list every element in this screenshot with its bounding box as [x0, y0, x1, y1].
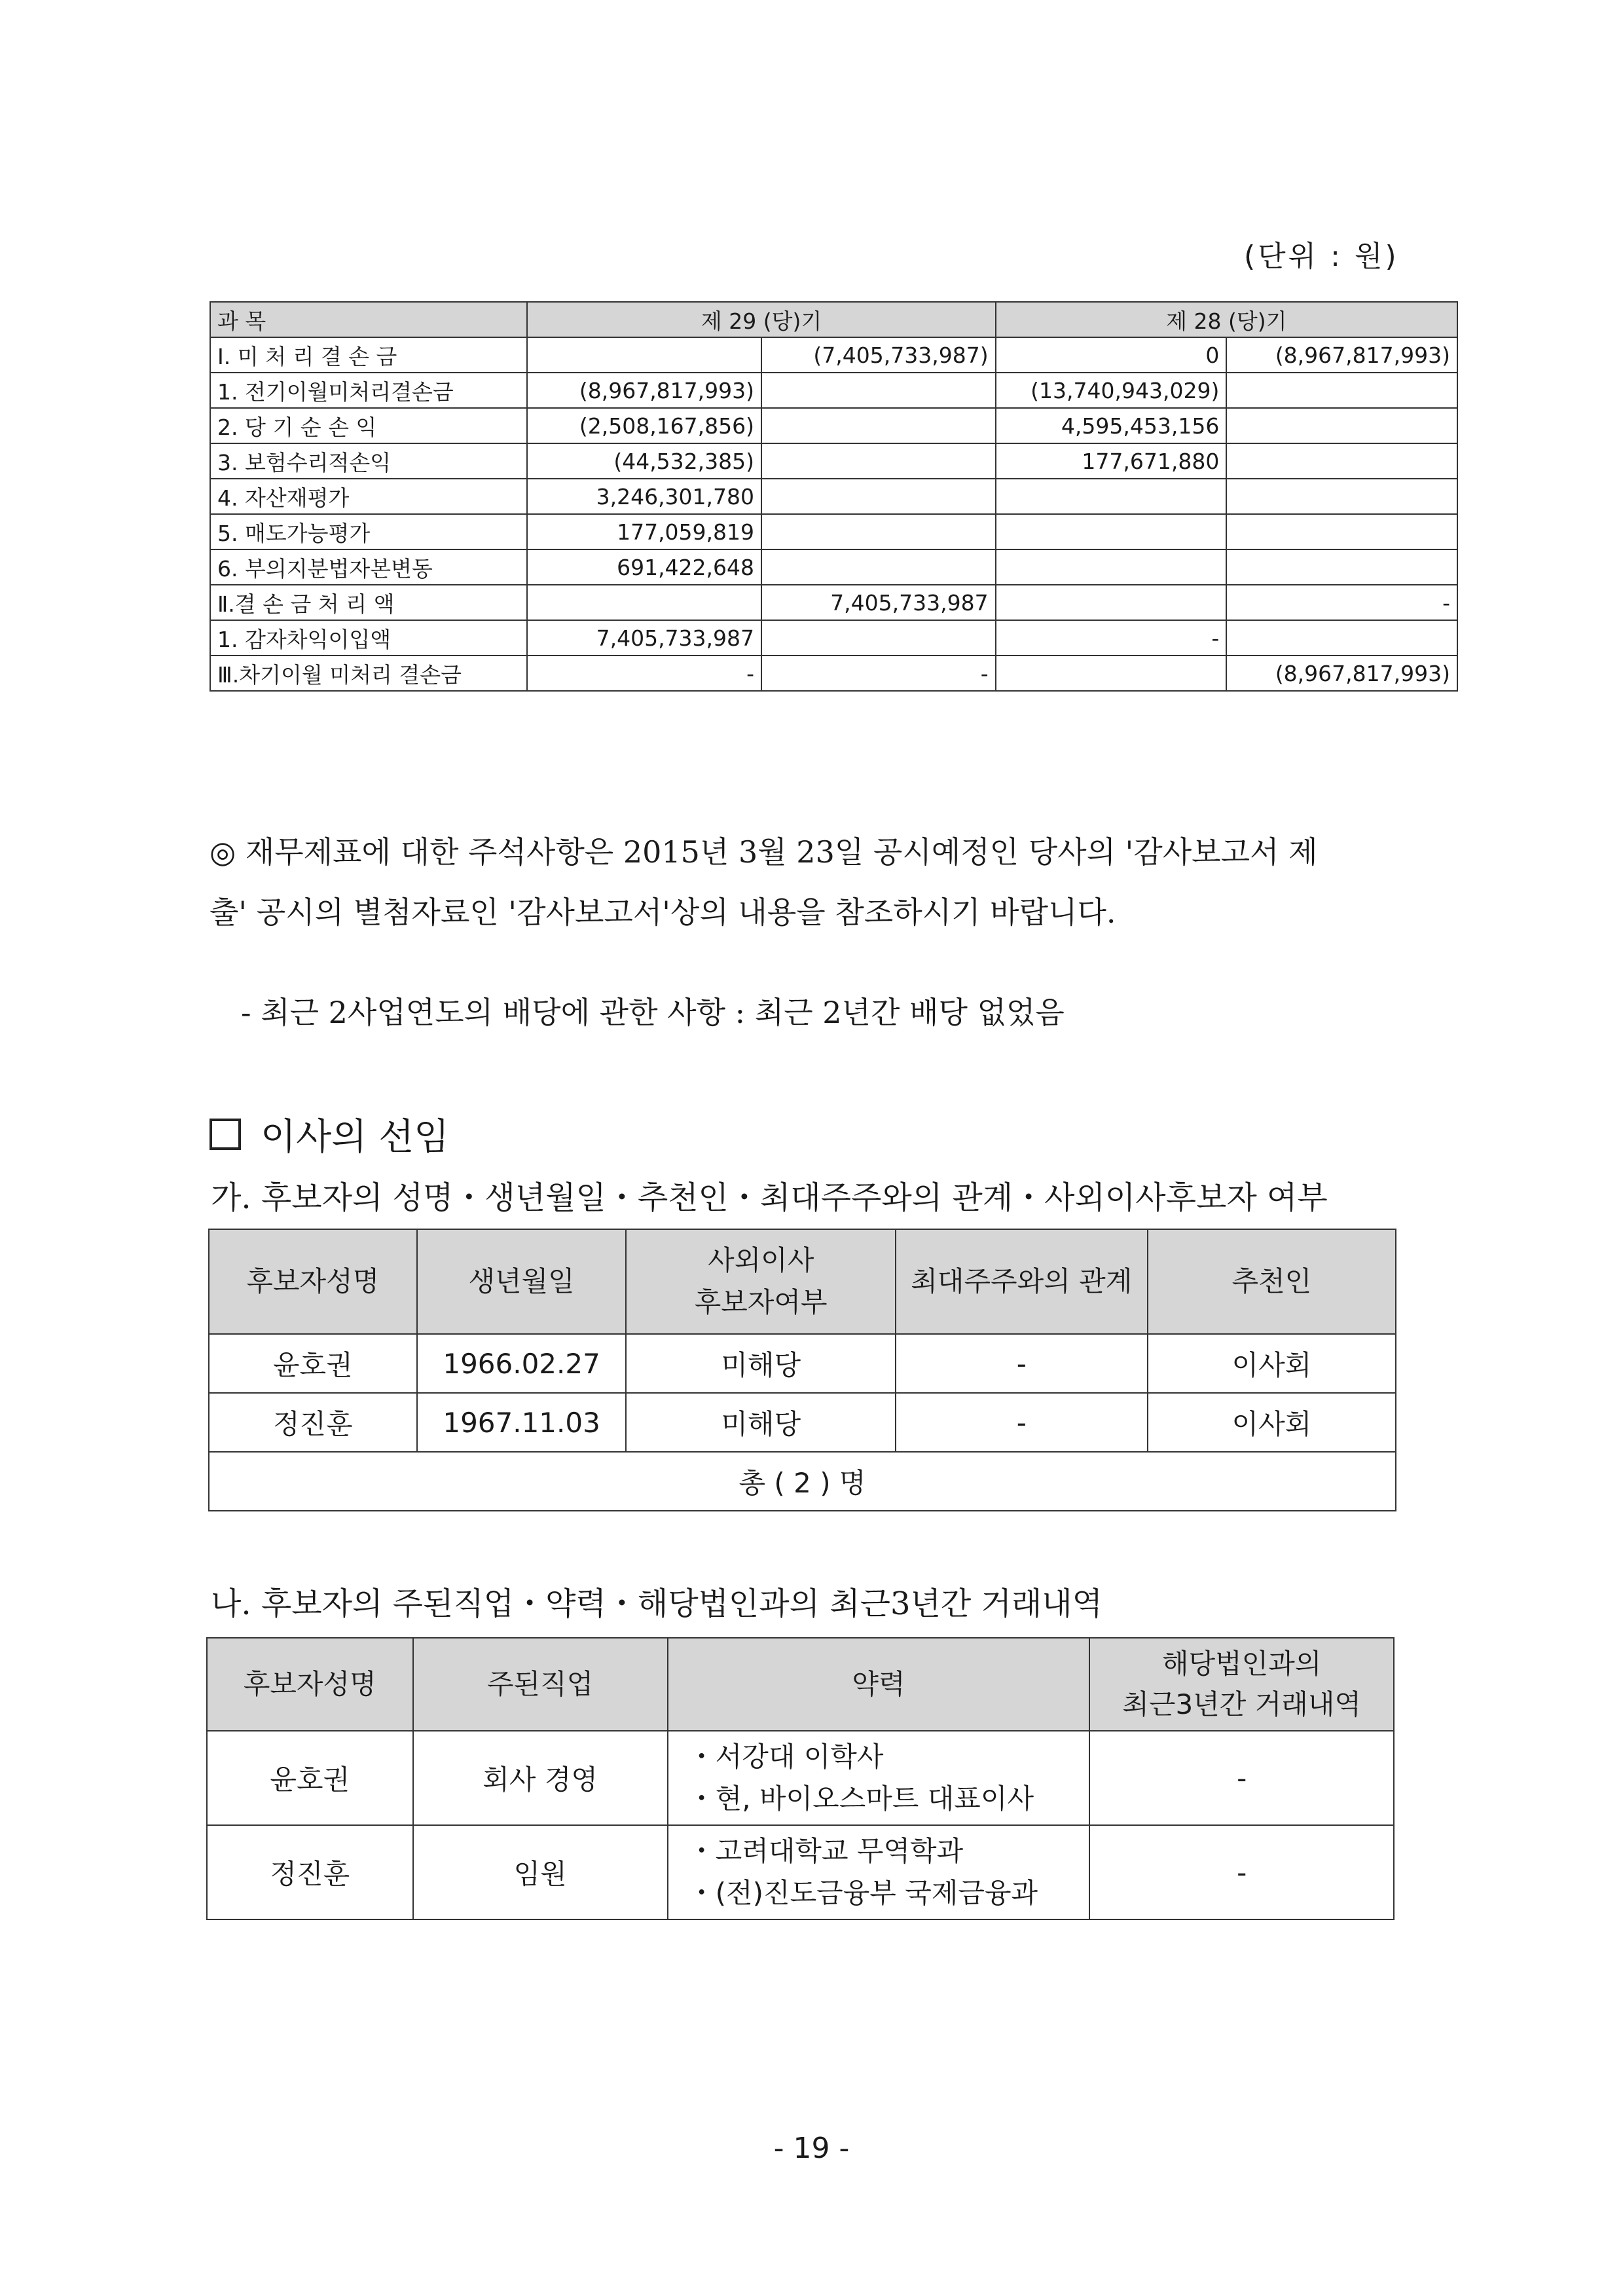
checkbox-square-icon: [210, 1119, 241, 1150]
section-title: 이사의 선임: [261, 1116, 450, 1158]
dividend-note: - 최근 2사업연도의 배당에 관한 사항 : 최근 2년간 배당 없었음: [241, 995, 1065, 1030]
total-row: [209, 1452, 1396, 1511]
career-item: ・(전)진도금융부 국제금융과: [687, 1877, 1038, 1909]
amount-cell: [527, 585, 761, 620]
career-item: ・서강대 이학사: [687, 1741, 884, 1773]
table-row: [209, 1393, 1396, 1452]
amount-cell: 4,595,453,156: [996, 408, 1227, 443]
subheading-b: 나. 후보자의 주된직업・약력・해당법인과의 최근3년간 거래내역: [211, 1585, 1103, 1622]
amount-cell: -: [996, 620, 1227, 656]
header-account: 과 목: [210, 302, 527, 337]
header-recommender: 추천인: [1148, 1229, 1396, 1334]
career-table: [206, 1637, 1395, 1920]
subheading-a: 가. 후보자의 성명・생년월일・추천인・최대주주와의 관계・사외이사후보자 여부: [211, 1179, 1328, 1216]
candidate-birthdate: 1966.02.27: [417, 1334, 627, 1393]
table-row: [210, 549, 1457, 585]
amount-cell: (2,508,167,856): [527, 408, 761, 443]
candidate-name: 정진훈: [209, 1393, 417, 1452]
candidate-transactions: -: [1089, 1731, 1394, 1825]
candidate-recommender: 이사회: [1148, 1393, 1396, 1452]
candidate-name: 정진훈: [207, 1825, 413, 1919]
candidate-name: 윤호권: [209, 1334, 417, 1393]
table-row: [209, 1334, 1396, 1393]
section-heading: [210, 1108, 449, 1160]
amount-cell: [1226, 443, 1457, 479]
financial-header-row: [210, 302, 1457, 337]
amount-cell: 691,422,648: [527, 549, 761, 585]
amount-cell: -: [1226, 585, 1457, 620]
amount-cell: [761, 514, 996, 549]
table-row: [210, 656, 1457, 691]
header-outside-director-line2: 후보자여부: [694, 1286, 828, 1318]
career-item: ・현, 바이오스마트 대표이사: [687, 1783, 1034, 1815]
financial-table: [210, 301, 1458, 692]
candidate-career: [668, 1731, 1090, 1825]
header-transactions: [1089, 1638, 1394, 1731]
account-label: 1. 전기이월미처리결손금: [210, 373, 527, 408]
amount-cell: (8,967,817,993): [1226, 656, 1457, 691]
footnote-line-1: ◎ 재무제표에 대한 주석사항은 2015년 3월 23일 공시예정인 당사의 '감사보고서 제: [210, 834, 1318, 870]
candidate-job: 임원: [413, 1825, 668, 1919]
amount-cell: [761, 620, 996, 656]
account-label: 5. 매도가능평가: [210, 514, 527, 549]
header-career: 약력: [668, 1638, 1090, 1731]
account-label: 3. 보험수리적손익: [210, 443, 527, 479]
financial-body: [210, 337, 1457, 691]
account-label: Ⅲ.차기이월 미처리 결손금: [210, 656, 527, 691]
amount-cell: 177,059,819: [527, 514, 761, 549]
amount-cell: [761, 443, 996, 479]
candidate-name: 윤호권: [207, 1731, 413, 1825]
page-number: - 19 -: [773, 2132, 850, 2165]
amount-cell: [1226, 373, 1457, 408]
candidate-transactions: -: [1089, 1825, 1394, 1919]
candidate-birthdate: 1967.11.03: [417, 1393, 627, 1452]
table-row: [210, 408, 1457, 443]
candidate-outside-status: 미해당: [626, 1393, 895, 1452]
table-row: [210, 479, 1457, 514]
candidate-relation: -: [896, 1393, 1148, 1452]
header-outside-director: [626, 1229, 895, 1334]
career-item: ・고려대학교 무역학과: [687, 1835, 964, 1867]
amount-cell: (8,967,817,993): [1226, 337, 1457, 373]
header-relation: 최대주주와의 관계: [896, 1229, 1148, 1334]
unit-label: (단위 : 원): [1244, 240, 1399, 273]
amount-cell: (44,532,385): [527, 443, 761, 479]
amount-cell: [761, 408, 996, 443]
table-row: [207, 1825, 1394, 1919]
amount-cell: [1226, 479, 1457, 514]
account-label: 6. 부의지분법자본변동: [210, 549, 527, 585]
header-period-28: 제 28 (당)기: [996, 302, 1457, 337]
career-header-row: [207, 1638, 1394, 1731]
account-label: 4. 자산재평가: [210, 479, 527, 514]
amount-cell: 7,405,733,987: [527, 620, 761, 656]
amount-cell: [761, 373, 996, 408]
table-row: [210, 620, 1457, 656]
header-transactions-line1: 해당법인과의: [1161, 1648, 1322, 1680]
amount-cell: [996, 514, 1227, 549]
amount-cell: -: [761, 656, 996, 691]
amount-cell: [996, 656, 1227, 691]
header-birthdate: 생년월일: [417, 1229, 627, 1334]
amount-cell: [761, 549, 996, 585]
amount-cell: [996, 585, 1227, 620]
table-row: [207, 1731, 1394, 1825]
amount-cell: [527, 337, 761, 373]
account-label: 1. 감자차익이입액: [210, 620, 527, 656]
candidate-table: [208, 1229, 1396, 1511]
amount-cell: [1226, 408, 1457, 443]
amount-cell: 0: [996, 337, 1227, 373]
header-candidate-name: 후보자성명: [209, 1229, 417, 1334]
table-row: [210, 443, 1457, 479]
amount-cell: [761, 479, 996, 514]
account-label: Ⅱ.결 손 금 처 리 액: [210, 585, 527, 620]
header-candidate-name: 후보자성명: [207, 1638, 413, 1731]
header-outside-director-line1: 사외이사: [708, 1244, 814, 1276]
table-row: [210, 514, 1457, 549]
candidate-header-row: [209, 1229, 1396, 1334]
table-row: [210, 337, 1457, 373]
account-label: 2. 당 기 순 손 익: [210, 408, 527, 443]
header-main-job: 주된직업: [413, 1638, 668, 1731]
candidate-job: 회사 경영: [413, 1731, 668, 1825]
amount-cell: 3,246,301,780: [527, 479, 761, 514]
amount-cell: -: [527, 656, 761, 691]
amount-cell: [996, 549, 1227, 585]
account-label: Ⅰ. 미 처 리 결 손 금: [210, 337, 527, 373]
amount-cell: [996, 479, 1227, 514]
candidate-relation: -: [896, 1334, 1148, 1393]
amount-cell: [1226, 514, 1457, 549]
amount-cell: [1226, 620, 1457, 656]
table-row: [210, 373, 1457, 408]
amount-cell: (13,740,943,029): [996, 373, 1227, 408]
table-row: [210, 585, 1457, 620]
amount-cell: 7,405,733,987: [761, 585, 996, 620]
candidate-recommender: 이사회: [1148, 1334, 1396, 1393]
header-transactions-line2: 최근3년간 거래내역: [1122, 1688, 1361, 1720]
candidate-outside-status: 미해당: [626, 1334, 895, 1393]
candidate-career: [668, 1825, 1090, 1919]
candidate-total: 총 ( 2 ) 명: [209, 1452, 1396, 1511]
amount-cell: 177,671,880: [996, 443, 1227, 479]
amount-cell: (8,967,817,993): [527, 373, 761, 408]
header-period-29: 제 29 (당)기: [527, 302, 995, 337]
amount-cell: (7,405,733,987): [761, 337, 996, 373]
amount-cell: [1226, 549, 1457, 585]
footnote-notice: [210, 822, 1453, 942]
footnote-line-2: 출' 공시의 별첨자료인 '감사보고서'상의 내용을 참조하시기 바랍니다.: [210, 895, 1116, 930]
